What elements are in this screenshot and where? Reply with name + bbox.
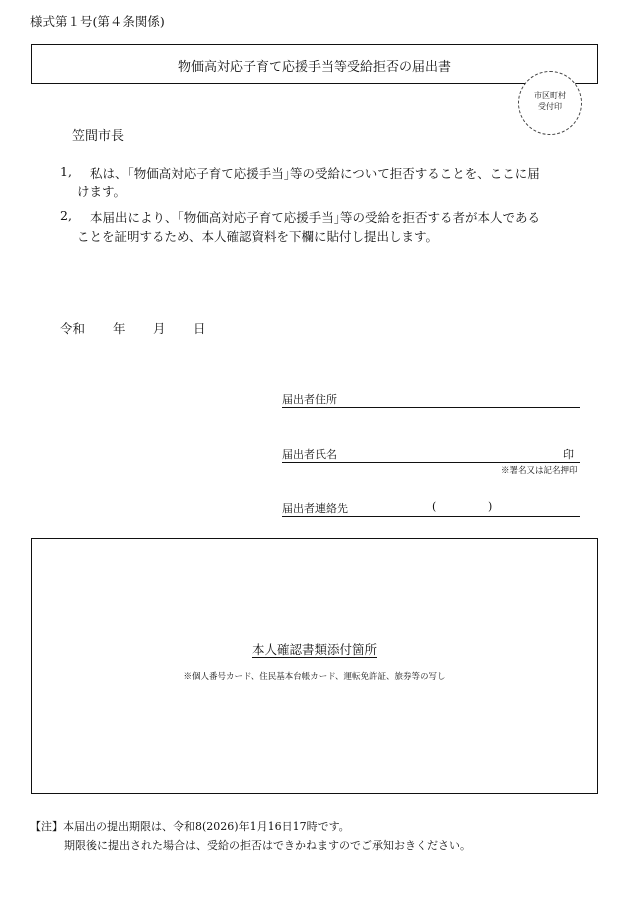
item-2-line-1: 本届出により、｢物価高対応子育て応援手当｣等の受給を拒否する者が本人である bbox=[90, 210, 541, 225]
contact-field[interactable] bbox=[282, 502, 580, 517]
form-number: 様式第１号(第４条関係) bbox=[30, 14, 165, 29]
note-line-1: 【注】本届出の提出期限は、令和8(2026)年1月16日17時です。 bbox=[30, 820, 350, 833]
attachment-title-wrap bbox=[32, 640, 597, 658]
item-1-line-1: 私は、｢物価高対応子育て応援手当｣等の受給について拒否することを、ここに届 bbox=[90, 166, 540, 181]
addressee: 笠間市長 bbox=[72, 129, 125, 144]
form-title: 物価高対応子育て応援手当等受給拒否の届出書 bbox=[177, 60, 451, 75]
seal-mark: 印 bbox=[563, 448, 574, 461]
item-2-number: 2, bbox=[60, 208, 72, 223]
note-line-2: 期限後に提出された場合は、受給の拒否はできかねますのでご承知おきください。 bbox=[64, 839, 471, 852]
address-field[interactable] bbox=[282, 393, 580, 408]
name-label: 届出者氏名 bbox=[282, 448, 337, 461]
contact-paren-open: ( bbox=[432, 500, 437, 513]
date-era: 令和 bbox=[60, 321, 86, 336]
contact-paren-close: ) bbox=[488, 500, 493, 513]
item-2-line-2: ことを証明するため、本人確認資料を下欄に貼付し提出します。 bbox=[77, 229, 439, 244]
date-month: 月 bbox=[153, 321, 166, 336]
signature-note: ※署名又は記名押印 bbox=[501, 466, 578, 476]
stamp-label: 市区町村 受付印 bbox=[534, 91, 566, 111]
attachment-note: ※個人番号カード、住民基本台帳カード、運転免許証、旅券等の写し bbox=[183, 672, 446, 682]
item-1-number: 1, bbox=[60, 164, 72, 179]
id-document-attachment-area[interactable] bbox=[31, 538, 598, 794]
date-year: 年 bbox=[113, 321, 126, 336]
reception-stamp-area bbox=[518, 71, 582, 135]
address-label: 届出者住所 bbox=[282, 393, 337, 406]
title-box bbox=[31, 44, 598, 84]
date-day: 日 bbox=[193, 321, 206, 336]
name-field[interactable] bbox=[282, 448, 580, 463]
item-1-line-2: けます。 bbox=[77, 184, 127, 199]
contact-label: 届出者連絡先 bbox=[282, 502, 348, 515]
attachment-title: 本人確認書類添付箇所 bbox=[251, 642, 377, 657]
